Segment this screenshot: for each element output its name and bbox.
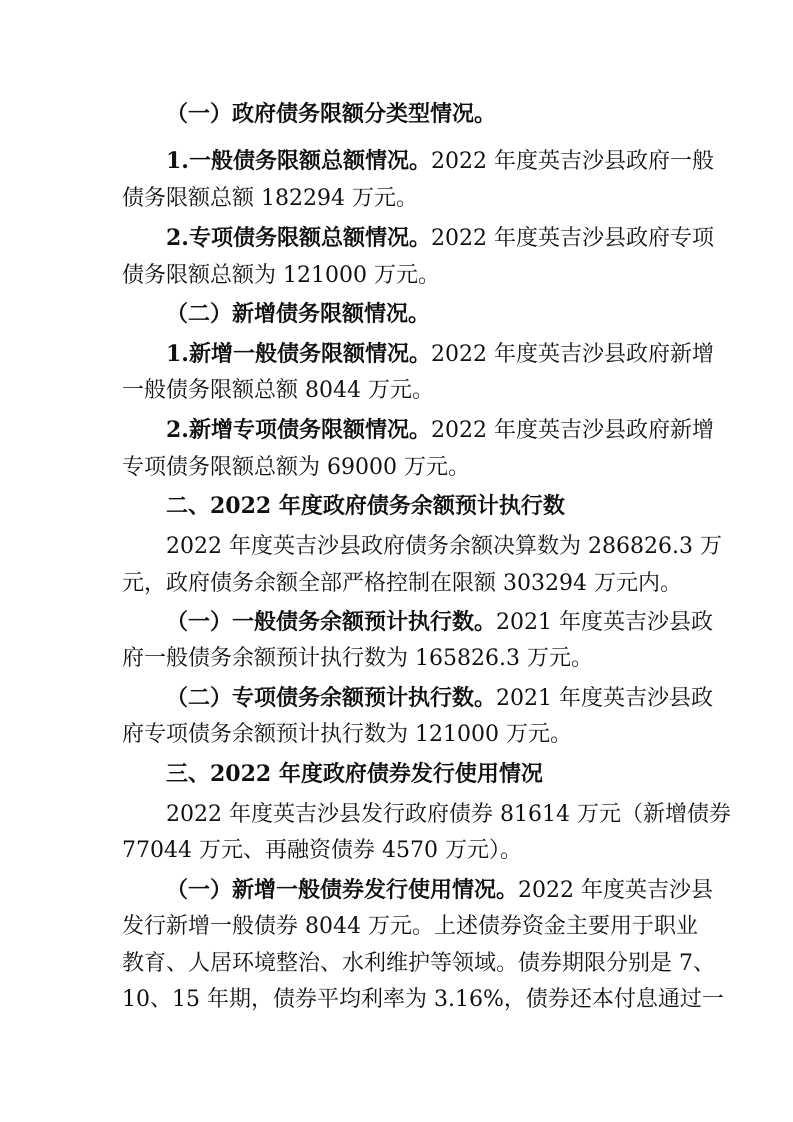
text-run: 10、15 年期，债券平均利率为 3.16%，债券还本付息通过一 [122,987,724,1012]
paragraph-line [122,908,698,944]
paragraph-line [122,180,674,216]
bold-run: 2.专项债务限额总额情况。 [166,225,431,251]
heading-debt-limit-by-type [166,96,674,132]
text-run: 2021 年度英吉沙县政 [496,686,713,711]
bold-run: 1.一般债务限额总额情况。 [166,148,431,174]
paragraph-line [166,412,714,448]
heading-section-3 [166,756,674,792]
bold-run: 2.新增专项债务限额情况。 [166,417,431,443]
bold-run: （一）政府债务限额分类型情况。 [166,101,497,127]
paragraph-line [122,565,682,601]
text-run: 2022 年度英吉沙县政府新增 [430,418,714,443]
bold-run: 二、2022 年度政府债务余额预计执行数 [166,493,565,519]
text-run: 一般债务限额总额 8044 万元。 [122,378,434,403]
text-run: 教育、人居环境整治、水利维护等领域。债券期限分别是 7、 [122,951,715,976]
heading-new-debt-limit [166,296,674,332]
text-run: 2022 年度英吉沙县政府专项 [430,226,714,251]
paragraph-line [166,143,714,179]
bold-run: 三、2022 年度政府债券发行使用情况 [166,761,543,787]
text-run: 2022 年度英吉沙县 [518,878,713,903]
text-run: 府一般债务余额预计执行数为 165826.3 万元。 [122,646,593,671]
paragraph-line [122,832,674,868]
text-run: 府专项债务余额预计执行数为 121000 万元。 [122,722,572,747]
bold-run: （一）一般债务余额预计执行数。 [166,609,497,635]
paragraph-line [166,336,714,372]
bold-run: （一）新增一般债券发行使用情况。 [166,877,519,903]
text-run: 2022 年度英吉沙县政府一般 [430,149,714,174]
text-run: 专项债务限额总额为 69000 万元。 [122,455,470,480]
paragraph-line [122,372,674,408]
paragraph-line [166,796,731,832]
text-run: 2022 年度英吉沙县政府新增 [430,342,714,367]
text-run: 2022 年度英吉沙县发行政府债券 81614 万元（新增债券 [166,802,731,827]
text-run: 债务限额总额为 121000 万元。 [122,263,440,288]
text-run: 发行新增一般债券 8044 万元。上述债券资金主要用于职业 [122,914,698,939]
paragraph-line [122,257,674,293]
paragraph-line [122,449,674,485]
text-run: 2021 年度英吉沙县政 [496,610,713,635]
text-run: 元，政府债务余额全部严格控制在限额 303294 万元内。 [122,571,682,596]
bold-run: （二）新增债务限额情况。 [166,301,431,327]
paragraph-line [122,716,674,752]
paragraph-line [122,981,724,1017]
bold-run: 1.新增一般债务限额情况。 [166,341,431,367]
paragraph-line [166,220,714,256]
bold-run: （二）专项债务余额预计执行数。 [166,685,497,711]
paragraph-line [166,604,713,640]
paragraph-line [166,680,713,716]
heading-section-2 [166,488,674,524]
text-run: 2022 年度英吉沙县政府债务余额决算数为 286826.3 万 [166,534,722,559]
paragraph-line [166,872,713,908]
text-run: 77044 万元、再融资债券 4570 万元）。 [122,838,522,863]
text-run: 债务限额总额 182294 万元。 [122,186,418,211]
paragraph-line [122,640,674,676]
paragraph-line [166,528,722,564]
paragraph-line [122,945,715,981]
